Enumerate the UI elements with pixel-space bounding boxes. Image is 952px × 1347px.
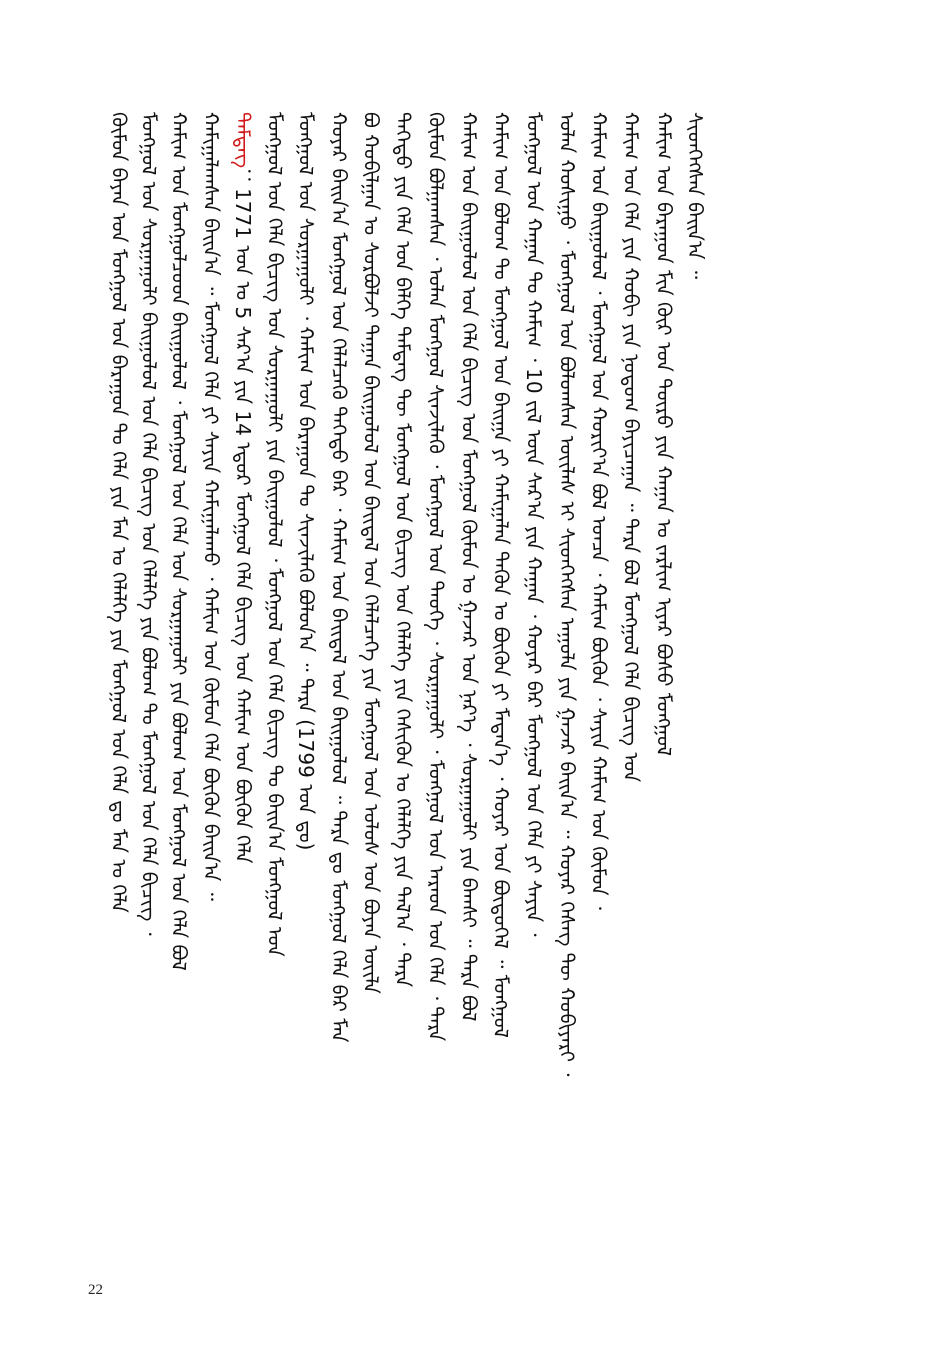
text-column [231,112,255,863]
text-column [263,112,287,957]
text-column [359,112,383,994]
column-text: ᠬᠦᠮᠦᠨ ᠪᠠᠶᠠᠨ ᠤᠨ ᠮᠣᠩᠭᠣᠯ ᠤᠨ ᠪᠠᠷᠠᠭᠤᠨ ᠲᠤ ᠬᠡᠯᠡ ᠶᠢᠨ ᠮᠠᠨ ᠤ ᠬᠡᠯᠡᠯᠭᠡ ᠶᠢᠨ ᠮᠣᠩᠭᠣᠯ ᠤᠨ ᠬᠡᠯᠡ ᠳᠤ ᠮᠠᠨ ᠤ ᠬᠡᠯᠡ [107,112,131,913]
text-column [167,112,191,971]
column-text: ᠮᠣᠩᠭᠣᠯ ᠤᠨ ᠬᠠᠭᠠᠨ ᠲᠤ ᠬᠠᠮᠢᠭ ᠂ 10 ᠵᠢᠯ ᠦᠨ ᠰᠠᠷ᠎ᠠ ᠶᠢᠨ ᠬᠠᠭᠠᠨ ᠂ ᠬᠣᠶᠠᠷ ᠪᠡᠷ ᠮᠣᠩᠭᠣᠯ ᠤᠨ ᠬᠡᠯᠡ ᠶᠢ ᠰᠠᠶᠢᠨ ᠂ [522,112,546,937]
column-text: ᠬᠦᠮᠦᠨ ᠪᠣᠯᠭᠠᠭᠰᠠᠨ ᠂ ᠣᠯᠠᠨ ᠮᠣᠩᠭᠣᠯ ᠰᠢᠨᠵᠢᠯᠡᠬᠦ ᠂ ᠮᠣᠩᠭᠣᠯ ᠤᠨ ᠲᠡᠦᠬᠡ ᠂ ᠰᠤᠷᠭᠠᠭᠤᠯᠢ ᠂ ᠮᠣᠩᠭᠣᠯ ᠤᠨ ᠠᠷᠠᠳ ᠤᠨ ᠬᠡᠯᠡ ᠂ ᠲᠡᠷᠡ [424,112,448,1042]
text-column [619,112,643,782]
column-text: ᠮᠣᠩᠭᠣᠯ ᠤᠨ ᠰᠤᠷᠭᠠᠭᠤᠯᠢ ᠂ ᠬᠠᠮᠢᠭ ᠤᠨ ᠪᠠᠷᠠᠭᠤᠨ ᠲᠤ ᠰᠢᠨᠵᠢᠯᠡᠬᠦ ᠪᠣᠯᠤᠨ᠎ᠠ ᠃ ᠲᠡᠷᠡ (1799 ᠣᠨ ᠳᠤ) [294,112,318,851]
column-text: ：1771 ᠣᠨ ᠤ 5 ᠰᠠᠷ᠎ᠠ ᠶᠢᠨ 14 ᠡᠳᠦᠷ ᠮᠣᠩᠭᠣᠯ ᠬᠡᠯᠡ ᠪᠢᠴᠢᠭ ᠤᠨ ᠬᠠᠮᠢᠭ ᠤᠨ ᠪᠦᠬᠦᠨ ᠬᠡᠯᠡ [231,168,255,864]
text-column [457,112,481,1021]
column-text: ᠮᠣᠩᠭᠣᠯ ᠤᠨ ᠰᠤᠷᠭᠠᠭᠤᠯᠢ ᠪᠠᠢᠭᠤᠯᠤᠯ ᠤᠨ ᠬᠡᠯᠡ ᠪᠢᠴᠢᠭ ᠤᠨ ᠬᠡᠯᠡᠯᠭᠡ ᠶᠢᠨ ᠪᠤᠯᠤᠭ ᠲᠤ ᠮᠣᠩᠭᠣᠯ ᠤᠨ ᠬᠡᠯᠡ ᠪᠢᠴᠢᠭ ᠂ [137,112,161,936]
column-text: ᠬᠠᠮᠢᠭ ᠤᠨ ᠮᠣᠩᠭᠣᠯᠴᠤᠳ ᠪᠠᠢᠭᠤᠯᠤᠯ ᠂ ᠮᠣᠩᠭᠣᠯ ᠤᠨ ᠬᠡᠯᠡ ᠤᠨ ᠰᠤᠷᠭᠠᠭᠤᠯᠢ ᠶᠢᠨ ᠪᠤᠯᠤᠭ ᠤᠨ ᠮᠣᠩᠭᠣᠯ ᠤᠨ ᠬᠡᠯᠡ ᠪᠣᠯ [167,112,191,971]
text-column [683,112,707,279]
text-column [555,112,579,1077]
text-column [327,112,351,1042]
column-text: ᠬᠣᠶᠠᠷ ᠪᠠᠢᠨ᠎ᠠ ᠮᠣᠩᠭᠣᠯ ᠤᠨ ᠬᠡᠯᠡᠯᠴᠡᠬᠦ ᠳᠡᠭᠡᠳᠦ ᠪᠡᠷ ᠂ ᠬᠠᠮᠢᠭ ᠤᠨ ᠪᠠᠢᠳᠠᠯ ᠤᠨ ᠪᠠᠢᠭᠤᠯᠤᠯ ᠃ ᠲᠡᠷᠡ ᠳᠤ ᠮᠣᠩᠭᠣᠯ ᠬᠡᠯᠡ ᠪᠡᠷ ᠮᠠᠨ [327,112,351,1043]
column-text: ᠰᠢᠳᠬᠡᠭᠰᠡᠨ ᠪᠠᠢᠨ᠎ᠠ ᠃ [683,112,707,280]
column-text: ᠬᠠᠮᠢᠭ ᠤᠨ ᠬᠡᠯᠡ ᠶᠢᠨ ᠬᠤᠪᠢ ᠶᠢᠨ ᠨᠤᠲᠤᠭ ᠪᠠᠶᠢᠴᠠᠭᠠᠨ ᠃ ᠲᠡᠷᠡ ᠪᠣᠯ ᠮᠣᠩᠭᠣᠯ ᠬᠡᠯᠡ ᠪᠢᠴᠢᠭ ᠤᠨ [619,112,643,783]
text-column [199,112,223,901]
column-text: ᠳᠡᠭᠡᠳᠦ ᠶᠢᠨ ᠬᠡᠯᠡ ᠤᠨ ᠪᠡᠯᠭᠡ ᠲᠡᠮᠳᠡᠭ ᠲᠦ ᠮᠣᠩᠭᠣᠯ ᠤᠨ ᠪᠢᠴᠢᠭ ᠤᠨ ᠬᠡᠯᠡᠯᠭᠡ ᠶᠢᠨ ᠭᠡᠰᠢᠭᠦᠨ ᠤ ᠬᠡᠯᠡᠯᠭᠡ ᠶᠢᠨ ᠲᠠᠯ᠎ᠠ ᠂ ᠲᠡᠷᠡ [391,112,415,988]
text-column [652,112,676,756]
column-text: ᠬᠠᠮᠢᠭ ᠤᠨ ᠪᠤᠯᠤᠭ ᠲᠤ ᠮᠣᠩᠭᠣᠯ ᠤᠨ ᠪᠠᠢᠭᠠ ᠶᠢ ᠬᠠᠮᠢᠭᠠᠯᠠᠨ ᠲᠡᠭᠦᠨ ᠤ ᠪᠦᠬᠦᠨ ᠶᠢ ᠮᠡᠳᠡᠨ᠎ᠡ ᠂ ᠬᠣᠶᠠᠷ ᠤᠨ ᠪᠦᠲᠦᠭᠡᠯ ᠃ ᠮᠣᠩᠭᠣᠯ [489,112,513,1038]
page-number: 22 [88,1282,103,1298]
column-text: ᠮᠣᠩᠭᠣᠯ ᠤᠨ ᠬᠡᠯᠡ ᠪᠢᠴᠢᠭ ᠤᠨ ᠰᠤᠷᠭᠠᠭᠤᠯᠢ ᠶᠢᠨ ᠪᠠᠢᠭᠤᠯᠤᠯ ᠂ ᠮᠣᠩᠭᠣᠯ ᠤᠨ ᠬᠡᠯᠡ ᠪᠢᠴᠢᠭ ᠲᠤ ᠪᠠᠢᠨ᠎ᠠ ᠮᠣᠩᠭᠣᠯ ᠤᠨ [263,112,287,957]
text-column [294,112,318,850]
text-column [137,112,161,936]
text-column [489,112,513,1038]
column-text: ᠬᠠᠮᠢᠭ ᠤᠨ ᠪᠠᠢᠭᠤᠯᠤᠯ ᠤᠨ ᠬᠡᠯᠡ ᠪᠢᠴᠢᠭ ᠤᠨ ᠮᠣᠩᠭᠣᠯ ᠬᠦᠮᠦᠨ ᠤ ᠭᠠᠵᠠᠷ ᠤᠨ ᠨᠡᠷ᠎ᠡ ᠂ ᠰᠤᠷᠭᠠᠭᠤᠯᠢ ᠶᠢᠨ ᠪᠠᠭᠰᠢ ᠃ ᠲᠡᠷᠡ ᠪᠣᠯ [457,112,481,1022]
text-column [587,112,611,910]
column-text: ᠣᠯᠠᠨ ᠬᠣᠰᠢᠭᠤ ᠂ ᠮᠣᠩᠭᠣᠯ ᠤᠨ ᠪᠣᠯᠣᠭᠰᠠᠨ ᠦᠢᠯᠡᠰ ᠢ ᠰᠢᠳᠬᠡᠭᠰᠡᠨ ᠠᠭᠤᠯᠠ ᠶᠢᠨ ᠭᠠᠵᠠᠷ ᠪᠠᠢᠨ᠎ᠠ ᠃ ᠬᠣᠶᠠᠷ ᠬᠡᠰᠡᠭ ᠲᠦ ᠬᠤᠪᠢᠶᠠᠷᠢ ᠂ [555,112,579,1077]
text-column [391,112,415,987]
column-text: ᠪᠣ ᠬᠤᠪᠢᠯᠭᠠᠨ ᠤ ᠰᠤᠷᠪᠤᠯᠵᠢ ᠳᠠᠭᠠᠨ ᠪᠠᠢᠭᠤᠯᠤᠯ ᠤᠨ ᠪᠠᠢᠳᠠᠯ ᠤᠨ ᠬᠡᠯᠡᠯᠴᠡᠭᠡ ᠶᠢᠨ ᠮᠣᠩᠭᠣᠯ ᠤᠨ ᠤᠯᠤᠰ ᠤᠨ ᠪᠤᠶᠠᠨ ᠦᠢᠯᠡ [359,112,383,994]
column-text: ᠬᠠᠮᠢᠭ ᠤᠨ ᠪᠠᠷᠠᠭᠤᠨ ᠮᠢᠨ ᠭᠦᠷ ᠤᠨ ᠲᠦᠷᠦ ᠶᠢᠨ ᠬᠠᠭᠠᠨ ᠤ ᠵᠠᠷᠯᠢᠭ ᠢᠶᠠᠷ ᠪᠤᠰᠤ ᠮᠣᠩᠭᠣᠯ [652,112,676,757]
column-text: ᠬᠠᠮᠢᠭᠠᠯᠠᠭᠰᠠᠨ ᠪᠠᠢᠨ᠎ᠠ ᠃ ᠮᠣᠩᠭᠣᠯ ᠬᠡᠯᠡ ᠶᠢ ᠰᠠᠶᠢᠨ ᠬᠠᠮᠢᠭᠠᠯᠠᠬᠤ ᠂ ᠬᠠᠮᠢᠭ ᠤᠨ ᠬᠦᠮᠦᠨ ᠬᠡᠯᠡ ᠪᠦᠬᠦᠨ ᠪᠠᠢᠨ᠎ᠠ ᠃ [199,112,223,901]
text-column [522,112,546,937]
red-term: ᠲᠡᠮᠳᠡᠭ [231,112,255,169]
text-column [107,112,131,913]
column-text: ᠬᠠᠮᠢᠭ ᠤᠨ ᠪᠠᠢᠭᠤᠯᠤᠯ ᠂ ᠮᠣᠩᠭᠣᠯ ᠤᠨ ᠬᠣᠷᠢᠶ᠎ᠠ ᠪᠣᠯ ᠣᠨᠴᠠ ᠂ ᠬᠠᠮᠢᠭ ᠪᠦᠬᠦᠨ ᠂ ᠰᠠᠶᠢᠨ ᠬᠠᠮᠢᠭ ᠤᠨ ᠬᠦᠮᠦᠨ ᠂ [587,112,611,910]
text-column [424,112,448,1041]
